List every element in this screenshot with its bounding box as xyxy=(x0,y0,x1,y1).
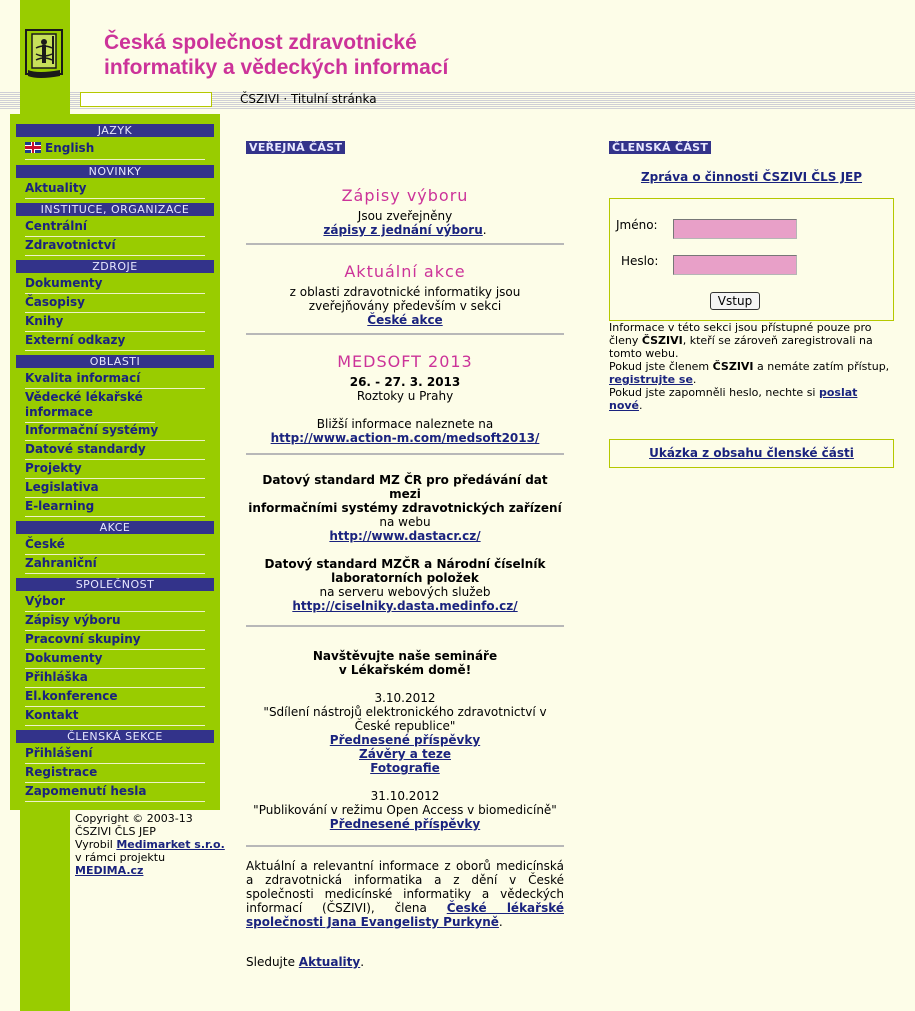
sidebar-item-casopisy[interactable]: Časopisy xyxy=(25,295,205,313)
public-label: VEŘEJNÁ ČÁST xyxy=(246,141,345,154)
about-after: . xyxy=(498,915,503,929)
medsoft-place: Roztoky u Prahy xyxy=(356,389,454,403)
section-spolecnost: SPOLEČNOST xyxy=(16,578,214,591)
info3a: Pokud jste zapomněli heslo, nechte si xyxy=(609,386,819,399)
name-label: Jméno: xyxy=(616,218,658,232)
copyright xyxy=(75,812,225,877)
dastacr-sub: na webu xyxy=(379,515,431,529)
sidebar-item-dokumenty-spol[interactable]: Dokumenty xyxy=(25,651,205,669)
medsoft-more: Bližší informace naleznete na xyxy=(316,417,494,431)
seminar2-title: "Publikování v režimu Open Access v biomedicíně" xyxy=(253,803,557,817)
password-field[interactable] xyxy=(673,255,797,275)
ciselnik-sub: na serveru webových služeb xyxy=(319,585,491,599)
section-clenska-sekce: ČLENSKÁ SEKCE xyxy=(16,730,214,743)
sidebar-nav xyxy=(10,114,220,810)
made-by-text: Vyrobil xyxy=(75,838,113,851)
seminar2-date: 31.10.2012 xyxy=(370,789,440,803)
info2b: ČSZIVI xyxy=(712,360,754,373)
copyright-line: Copyright © 2003-13 xyxy=(75,812,193,825)
sidebar-item-e-learning[interactable]: E-learning xyxy=(25,499,205,517)
sidebar-item-knihy[interactable]: Knihy xyxy=(25,314,205,332)
info2c: a nemáte zatím přístup, xyxy=(753,360,890,373)
sidebar-item-datove-standardy[interactable]: Datové standardy xyxy=(25,442,205,460)
section-akce: AKCE xyxy=(16,521,214,534)
sidebar-item-zahranicni[interactable]: Zahraniční xyxy=(25,556,205,574)
dastacr-title2: informačními systémy zdravotnických zařízení xyxy=(248,501,562,515)
medsoft-heading: MEDSOFT 2013 xyxy=(337,352,473,371)
dastacr-link[interactable]: http://www.dastacr.cz/ xyxy=(329,529,481,543)
public-section xyxy=(246,140,564,969)
akce-heading: Aktuální akce xyxy=(344,262,466,281)
info2d: . xyxy=(692,373,697,386)
site-title xyxy=(104,30,448,80)
cszivi-logo xyxy=(22,26,68,82)
sidebar-item-ceske[interactable]: České xyxy=(25,537,205,555)
follow-after: . xyxy=(360,955,365,969)
ceske-akce-link[interactable]: České akce xyxy=(367,313,443,327)
members-label: ČLENSKÁ ČÁST xyxy=(609,141,711,154)
dastacr-title1: Datový standard MZ ČR pro předávání dat mezi xyxy=(262,473,548,501)
info1c: , kteří se zároveň zaregistrovali na tomto webu. xyxy=(609,334,873,360)
akce-text1: z oblasti zdravotnické informatiky jsou xyxy=(289,285,521,299)
info2a: Pokud jste členem xyxy=(609,360,713,373)
akce-text2: zveřejňovány především v sekci xyxy=(308,299,502,313)
sidebar-item-informacni-systemy[interactable]: Informační systémy xyxy=(25,423,205,441)
sidebar-item-zapomenuti-hesla[interactable]: Zapomenutí hesla xyxy=(25,784,205,802)
search-input[interactable] xyxy=(80,92,212,107)
sidebar-item-dokumenty[interactable]: Dokumenty xyxy=(25,276,205,294)
info-line3 xyxy=(609,386,894,412)
sidebar-item-label: English xyxy=(45,141,95,155)
breadcrumb: ČSZIVI · Titulní stránka xyxy=(240,92,377,106)
cls-jep-link[interactable]: České lékařské společnosti Jana Evangelisty Purkyně xyxy=(246,901,565,929)
medimarket-link[interactable]: Medimarket s.r.o. xyxy=(116,838,225,851)
seminare-title1: Navštěvujte naše semináře xyxy=(312,649,498,663)
medima-link[interactable]: MEDIMA.cz xyxy=(75,864,144,877)
info-line2 xyxy=(609,360,894,386)
zapisy-after: . xyxy=(482,223,487,237)
info1b: ČSZIVI xyxy=(641,334,683,347)
aktuality-link[interactable]: Aktuality xyxy=(298,955,361,969)
ciselnik-title1: Datový standard MZČR a Národní číselník xyxy=(264,557,546,571)
sidebar-item-english[interactable] xyxy=(25,141,205,158)
section-oblasti: OBLASTI xyxy=(16,355,214,368)
sidebar-item-aktuality[interactable]: Aktuality xyxy=(25,181,205,199)
register-link[interactable]: registrujte se xyxy=(609,373,693,386)
section-zdroje: ZDROJE xyxy=(16,260,214,273)
login-button[interactable]: Vstup xyxy=(710,292,760,310)
section-novinky: NOVINKY xyxy=(16,165,214,178)
copyright-org: ČSZIVI ČLS JEP xyxy=(75,825,156,838)
seminar1-title2: České republice" xyxy=(354,719,456,733)
site-title-line2: informatiky a vědeckých informací xyxy=(104,56,449,79)
follow-text: Sledujte xyxy=(246,955,299,969)
section-jazyk: JAZYK xyxy=(16,124,214,137)
sidebar-item-prihlaseni[interactable]: Přihlášení xyxy=(25,746,205,764)
info-line1 xyxy=(609,321,894,360)
follow-paragraph xyxy=(246,955,564,969)
members-section xyxy=(609,140,894,184)
sidebar-item-prihlaska[interactable]: Přihláška xyxy=(25,670,205,688)
medsoft-link[interactable]: http://www.action-m.com/medsoft2013/ xyxy=(270,431,540,445)
medsoft-date: 26. - 27. 3. 2013 xyxy=(349,375,461,389)
sidebar-item-kontakt[interactable]: Kontakt xyxy=(25,708,205,726)
sidebar-item-vybor[interactable]: Výbor xyxy=(25,594,205,612)
send-new-password-link[interactable]: poslat nové xyxy=(609,386,858,412)
seminar1-title1: "Sdílení nástrojů elektronického zdravotnictví v xyxy=(263,705,547,719)
members-info xyxy=(609,321,894,412)
sidebar-item-legislativa[interactable]: Legislativa xyxy=(25,480,205,498)
section-instituce: INSTITUCE, ORGANIZACE xyxy=(16,203,214,216)
seminar1-date: 3.10.2012 xyxy=(374,691,436,705)
ciselnik-title2: laboratorních položek xyxy=(331,571,479,585)
info3d: . xyxy=(639,399,643,412)
about-text: Aktuální a relevantní informace z oborů medicínská a zdravotnická informatika a z dění v České společnosti medicínské informatiky a vědeckých informací (ČSZIVI), člena xyxy=(246,859,564,915)
sidebar-item-kvalita[interactable]: Kvalita informací xyxy=(25,371,205,389)
seminar1-prispevky-link[interactable]: Přednesené příspěvky xyxy=(329,733,481,747)
password-label: Heslo: xyxy=(621,254,659,268)
sidebar-item-registrace[interactable]: Registrace xyxy=(25,765,205,783)
seminare-title2: v Lékařském domě! xyxy=(338,663,472,677)
sidebar-item-vedecke[interactable]: Vědecké lékařské informace xyxy=(25,390,155,423)
zapisy-text: Jsou zveřejněny xyxy=(357,209,453,223)
seminar2-prispevky-link[interactable]: Přednesené příspěvky xyxy=(329,817,481,831)
sidebar-item-projekty[interactable]: Projekty xyxy=(25,461,205,479)
zapisy-link[interactable]: zápisy z jednání výboru xyxy=(323,223,483,237)
in-project-text: v rámci projektu xyxy=(75,851,166,864)
sample-box xyxy=(609,439,894,468)
uk-flag-icon xyxy=(25,142,41,153)
sidebar-item-pracovni-skupiny[interactable]: Pracovní skupiny xyxy=(25,632,205,650)
info1a: Informace v této sekci jsou přístupné pouze pro členy xyxy=(609,321,872,347)
report-link[interactable]: Zpráva o činnosti ČSZIVI ČLS JEP xyxy=(640,170,863,184)
sidebar-item-centralni[interactable]: Centrální xyxy=(25,219,205,237)
sidebar-item-zdravotnictvi[interactable]: Zdravotnictví xyxy=(25,238,205,256)
login-form xyxy=(609,198,894,321)
site-title-line1: Česká společnost zdravotnické xyxy=(104,31,417,54)
ciselnik-link[interactable]: http://ciselniky.dasta.medinfo.cz/ xyxy=(292,599,518,613)
seminar1-fotografie-link[interactable]: Fotografie xyxy=(370,761,440,775)
sidebar-item-externi-odkazy[interactable]: Externí odkazy xyxy=(25,333,205,351)
sidebar-item-el-konference[interactable]: El.konference xyxy=(25,689,205,707)
zapisy-heading: Zápisy výboru xyxy=(341,186,469,205)
seminar1-zavery-link[interactable]: Závěry a teze xyxy=(359,747,451,761)
about-paragraph xyxy=(246,859,564,929)
name-field[interactable] xyxy=(673,219,797,239)
sample-link[interactable]: Ukázka z obsahu členské části xyxy=(649,446,854,460)
sidebar-item-zapisy-vyboru[interactable]: Zápisy výboru xyxy=(25,613,205,631)
